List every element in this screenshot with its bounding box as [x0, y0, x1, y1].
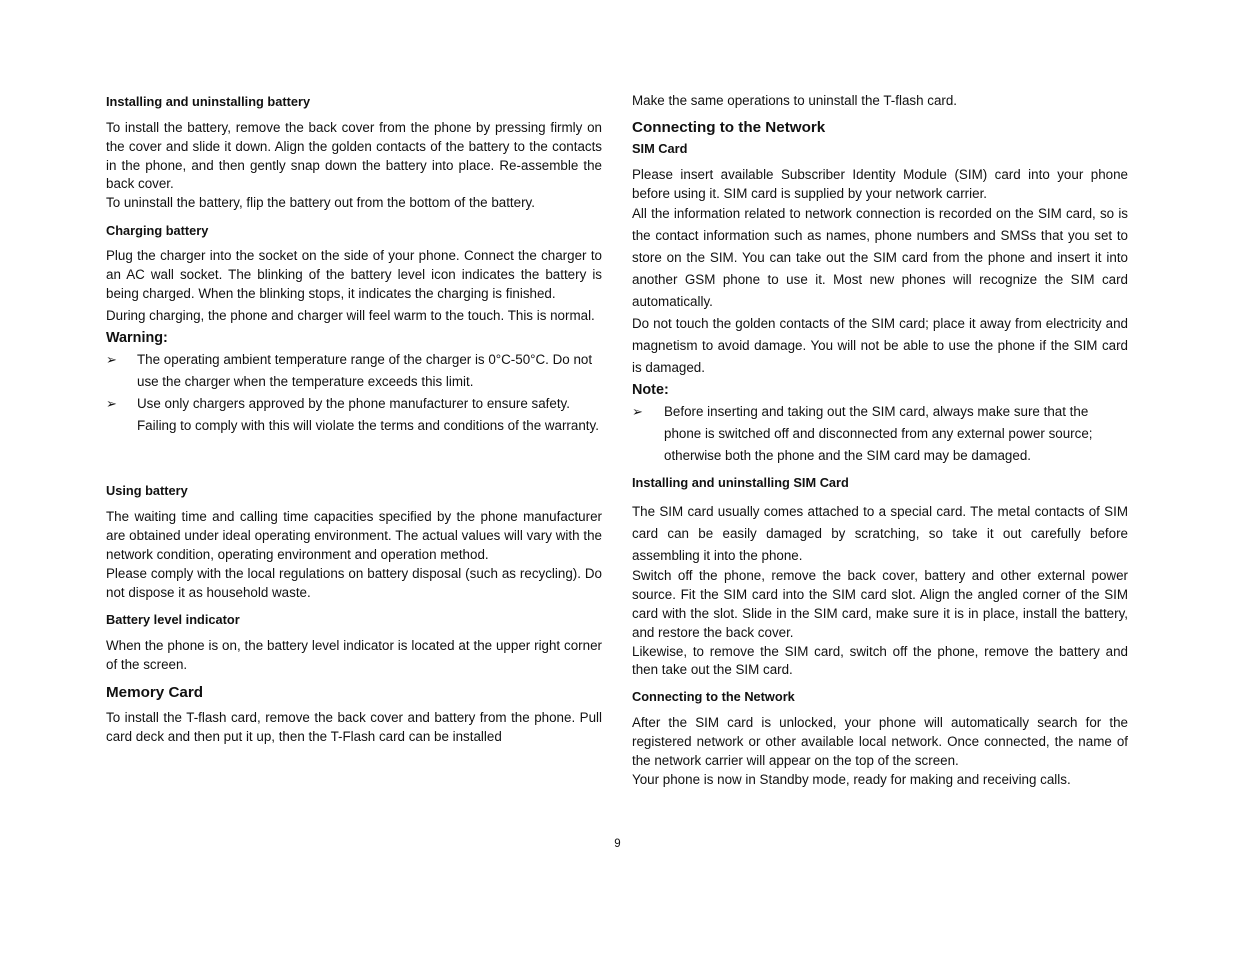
charging-paragraph: Plug the charger into the socket on the side of your phone. Connect the charger to an AC wall socket. The blinking of the battery level icon indicates the battery is being charged. When the blinking stops, it indicates the charging is finished.: [106, 247, 602, 301]
sim-insert-paragraph: Please insert available Subscriber Identity Module (SIM) card into your phone before using it. SIM card is supplied by your network carrier.: [632, 166, 1128, 201]
charging-warm-paragraph: During charging, the phone and charger will feel warm to the touch. This is normal.: [106, 308, 595, 324]
install-sim-heading: Installing and uninstalling SIM Card: [632, 475, 849, 491]
note-list: [632, 401, 1128, 467]
left-column: [106, 92, 602, 747]
install-battery-heading: Installing and uninstalling battery: [106, 94, 311, 109]
connecting-network-title: Connecting to the Network: [632, 118, 826, 136]
note-item: ➢ Before inserting and taking out the SIM card, always make sure that the phone is switched off and disconnected from any external power source; otherwise both the phone and the SIM card may be damaged.: [632, 401, 1128, 467]
using-battery-heading: Using battery: [106, 483, 188, 499]
standby-paragraph: Your phone is now in Standby mode, ready for making and receiving calls.: [632, 771, 1071, 787]
install-sim-steps-paragraph: Switch off the phone, remove the back cover, battery and other external power source. Fit the SIM card into the SIM card slot. Align the angled corner of the SIM card with the slot. Slide in the SIM card, make sure it is in place, install the battery, and restore the back cover.: [632, 568, 1128, 640]
memory-card-paragraph: To install the T-flash card, remove the back cover and battery from the phone. Pull card deck and then put it up, then the T-Flash card can be installed: [106, 709, 602, 744]
sim-care-paragraph: Do not touch the golden contacts of the SIM card; place it away from electricity and magnetism to avoid damage. You will not be able to use the phone if the SIM card is damaged.: [632, 316, 1128, 376]
uninstall-battery-paragraph: To uninstall the battery, flip the battery out from the bottom of the battery.: [106, 195, 535, 211]
warning-heading: Warning:: [106, 330, 168, 347]
uninstall-tflash-paragraph: Make the same operations to uninstall the T-flash card.: [632, 93, 958, 108]
memory-card-heading: Memory Card: [106, 683, 204, 701]
connect-network-heading: Connecting to the Network: [632, 689, 795, 705]
using-battery-paragraph: The waiting time and calling time capacities specified by the phone manufacturer are obtained under ideal operating environment. The actual values will vary with the network condition, operating environment and operation method.: [106, 509, 602, 562]
warning-list: [106, 349, 602, 437]
sim-card-heading: SIM Card: [632, 140, 688, 156]
disposal-paragraph: Please comply with the local regulations on battery disposal (such as recycling). Do not dispose it as household waste.: [106, 565, 602, 600]
note-heading: Note:: [632, 382, 669, 399]
battery-level-paragraph: When the phone is on, the battery level indicator is located at the upper right corner of the screen.: [106, 638, 602, 673]
warning-item: ➢ The operating ambient temperature range of the charger is 0°C-50°C. Do not use the charger when the temperature exceeds this limit.: [106, 349, 602, 393]
right-column: [632, 92, 1128, 789]
warning-item: ➢ Use only chargers approved by the phone manufacturer to ensure safety. Failing to comply with this will violate the terms and conditions of the warranty.: [106, 393, 602, 437]
sim-info-paragraph: All the information related to network connection is recorded on the SIM card, so is the contact information such as names, phone numbers and SMSs that you set to store on the SIM. You can take out the SIM card from the phone and insert it into another GSM phone to use it. Most new phones will recognize the SIM card automatically.: [632, 206, 1128, 310]
connect-network-paragraph: After the SIM card is unlocked, your phone will automatically search for the registered network or other available local network. Once connected, the name of the network carrier will appear on the top of the screen.: [632, 715, 1128, 768]
arrow-bullet-icon: ➢: [106, 352, 117, 368]
arrow-bullet-icon: ➢: [106, 396, 117, 412]
charging-battery-heading: Charging battery: [106, 222, 209, 238]
page-number: 9: [614, 838, 621, 850]
install-battery-paragraph: To install the battery, remove the back cover from the phone by pressing firmly on the cover and slide it down. Align the golden contacts of the battery to the contacts in the phone, and then gently snap down the battery into place. Re-assemble the back cover.: [106, 120, 602, 192]
remove-sim-paragraph: Likewise, to remove the SIM card, switch off the phone, remove the battery and then take out the SIM card.: [632, 643, 1128, 678]
arrow-bullet-icon: ➢: [632, 404, 643, 420]
install-sim-paragraph: The SIM card usually comes attached to a special card. The metal contacts of SIM card can be easily damaged by scratching, so take it out carefully before assembling it into the phone.: [632, 504, 1128, 564]
battery-level-heading: Battery level indicator: [106, 612, 240, 628]
